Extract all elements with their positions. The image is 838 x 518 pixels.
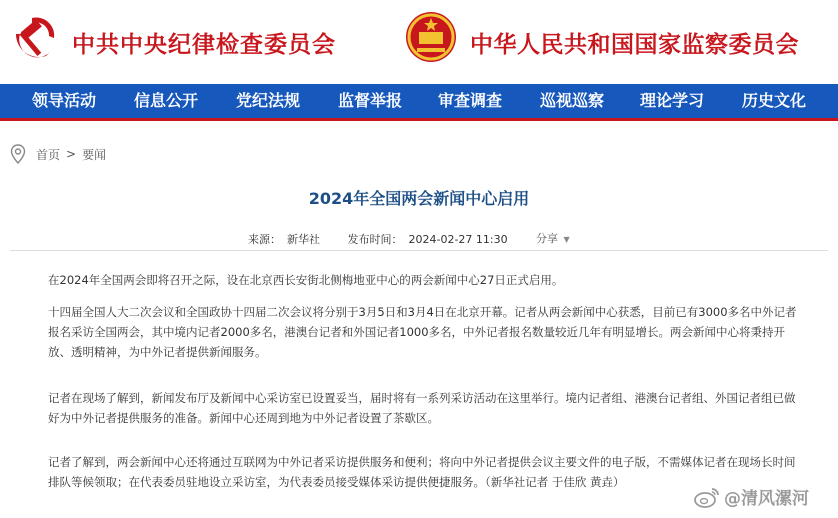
article-paragraph xyxy=(48,302,800,362)
nav-item-report[interactable]: 监督举报 xyxy=(338,91,403,110)
party-emblem-icon xyxy=(10,12,60,62)
nav-item-disclosure[interactable]: 信息公开 xyxy=(134,91,199,110)
share-label: 分享 xyxy=(536,232,558,245)
paragraph-text: 记者在现场了解到，新闻发布厅及新闻中心采访室已设置妥当，届时将有一系列采访活动在这里举行。境内记者组、港澳台记者组、外国记者组已做好为中外记者提供服务的准备。新闻中心还周到地为中外记者设置了茶歇区。 xyxy=(48,391,796,425)
article-title: 2024年全国两会新闻中心启用 xyxy=(308,189,530,208)
source-value: 新华社 xyxy=(287,233,320,246)
weibo-icon xyxy=(694,486,720,508)
article-paragraph xyxy=(48,270,800,290)
breadcrumb-separator: > xyxy=(66,147,77,161)
breadcrumb-current[interactable]: 要闻 xyxy=(82,147,107,162)
national-emblem-icon xyxy=(404,10,458,64)
nav-item-investigation[interactable]: 审查调查 xyxy=(438,91,503,110)
nav-item-inspection[interactable]: 巡视巡察 xyxy=(540,91,605,110)
nav-item-leadership[interactable]: 领导活动 xyxy=(32,91,97,110)
site-title-ccdi[interactable]: 中共中央纪律检查委员会 xyxy=(72,31,336,58)
paragraph-text: 十四届全国人大二次会议和全国政协十四届二次会议将分别于3月5日和3月4日在北京开幕。记者从两会新闻中心获悉，目前已有3000多名中外记者报名采访全国两会，其中境内记者2000多名，港澳台记者和外国记者1000多名，中外记者报名数量较近几年有明显增长。两会新闻中心将秉持开放、透明精神，为中外记者提供新闻服务。 xyxy=(48,305,797,359)
breadcrumb xyxy=(10,144,112,164)
main-nav xyxy=(0,84,838,121)
paragraph-text: 记者了解到，两会新闻中心还将通过互联网为中外记者采访提供服务和便利；将向中外记者提供会议主要文件的电子版，不需媒体记者在现场长时间排队等候领取；在代表委员驻地设立采访室，为代表委员接受媒体采访提供便捷服务。（新华社记者 于佳欣 黄垚） xyxy=(48,455,796,489)
divider xyxy=(10,250,828,251)
weibo-watermark xyxy=(694,484,809,509)
nav-item-theory[interactable]: 理论学习 xyxy=(640,91,705,110)
time-label: 发布时间： xyxy=(347,233,403,246)
article-paragraph xyxy=(48,452,800,492)
source-label: 来源： xyxy=(248,233,281,246)
time-value: 2024-02-27 11:30 xyxy=(408,233,508,246)
chevron-down-icon: ▼ xyxy=(563,235,570,244)
paragraph-text: 在2024年全国两会即将召开之际，设在北京西长安街北侧梅地亚中心的两会新闻中心27日正式启用。 xyxy=(48,273,564,287)
article-meta xyxy=(248,231,514,247)
breadcrumb-home[interactable]: 首页 xyxy=(36,147,61,162)
site-title-nsc[interactable]: 中华人民共和国国家监察委员会 xyxy=(470,31,799,58)
site-header xyxy=(0,0,838,84)
nav-item-regulations[interactable]: 党纪法规 xyxy=(236,91,301,110)
article-paragraph xyxy=(48,388,800,428)
watermark-text: @清风漯河 xyxy=(724,489,809,509)
location-pin-icon xyxy=(10,144,26,164)
share-button[interactable] xyxy=(536,230,570,246)
nav-item-history[interactable]: 历史文化 xyxy=(742,91,807,110)
